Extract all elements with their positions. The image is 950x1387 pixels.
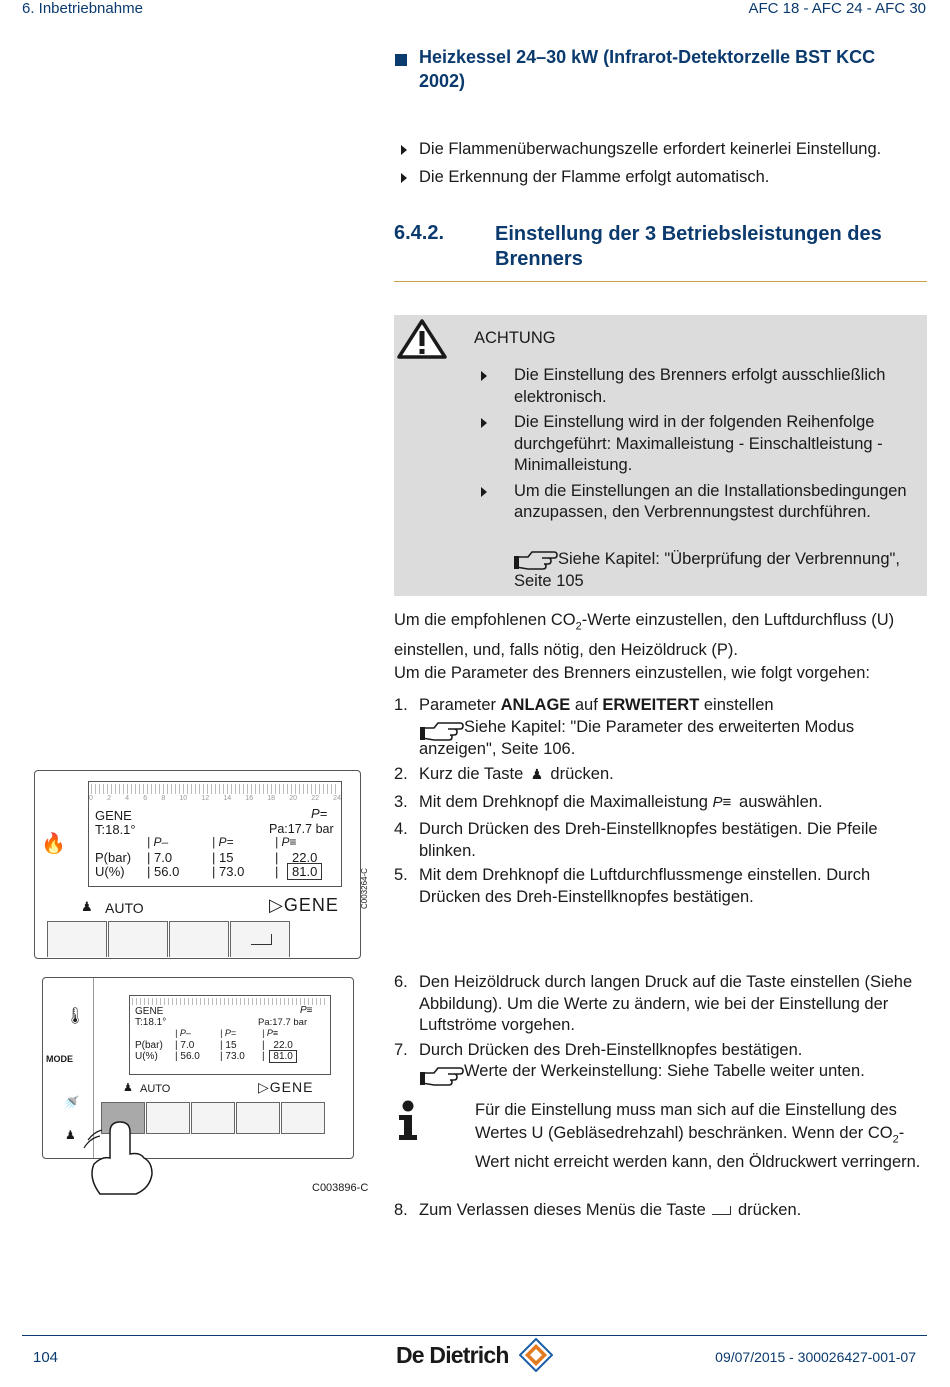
step-5-text: Mit dem Drehknopf die Luftdurchflussmenge einstellen. Durch Drücken des Dreh-Einstellknopfes bestätigen. xyxy=(419,866,871,906)
step-6-text: Den Heizöldruck durch langen Druck auf die Taste einstellen (Siehe Abbildung). Um die Werte zu ändern, wie bei der Einstellung der Luftströme vorgehen. xyxy=(419,973,913,1034)
step-text: Parameter xyxy=(419,696,501,714)
step-text: auf xyxy=(570,696,603,714)
info-sub: 2 xyxy=(892,1133,899,1146)
lcd-value: | 22.0 xyxy=(262,1040,293,1051)
triangle-bullet-icon xyxy=(481,418,487,428)
panel-button-3[interactable] xyxy=(169,921,229,957)
pressing-finger-icon xyxy=(80,1118,160,1196)
scale-label: 20 xyxy=(289,795,298,802)
header-chapter: 6. Inbetriebnahme xyxy=(22,0,143,17)
value-text: 22.0 xyxy=(292,850,318,865)
lcd-value: | 81.0 xyxy=(262,1051,297,1062)
lcd-temp: T:18.1° xyxy=(95,822,136,837)
return-button[interactable] xyxy=(230,921,290,957)
value-text: 73.0 xyxy=(219,864,245,879)
info-text-part: Für die Einstellung muss man sich auf die Einstellung des Wertes U (Gebläsedrehzahl) beschränken. Wenn der CO xyxy=(475,1101,897,1142)
scale-label: 4 xyxy=(125,795,130,802)
lcd-pa: Pa:17.7 bar xyxy=(258,1017,308,1028)
gene-big: ▷GENE xyxy=(269,895,339,915)
col-label: P= xyxy=(218,835,234,849)
lcd-p-label: P(bar) xyxy=(95,850,132,865)
lcd-pa: Pa:17.7 bar xyxy=(269,822,334,836)
info-text-part: -Wert nicht erreicht werden kann, den Öldruckwert verringern. xyxy=(475,1124,921,1172)
section-title: Heizkessel 24–30 kW (Infrarot-Detektorzelle BST KCC 2002) xyxy=(419,47,876,91)
max-power-icon: P≡ xyxy=(712,794,732,811)
heading-rule xyxy=(394,281,927,282)
tap-icon[interactable]: 🚿 xyxy=(63,1095,80,1110)
warning-list xyxy=(481,365,921,524)
mode-button[interactable]: MODE xyxy=(46,1054,73,1064)
list-item xyxy=(481,412,921,477)
lcd-value: | 56.0 xyxy=(147,864,180,879)
lcd-scale-labels xyxy=(89,795,341,802)
brand-logo: De Dietrich xyxy=(396,1342,509,1368)
col-label: P≡ xyxy=(266,1028,279,1038)
lcd-col: | P= xyxy=(220,1028,237,1038)
return-arrow-icon xyxy=(251,934,272,945)
para-text: -Werte einzustellen, den Luftdurchfluss (U) einstellen, und, falls nötig, den Heizöldruck (P). xyxy=(394,611,895,660)
para-text: Um die empfohlenen CO xyxy=(394,611,576,629)
person-key-icon: ♟ xyxy=(530,766,544,782)
subsection-number: 6.4.2. xyxy=(394,222,445,244)
paragraph-co2 xyxy=(394,608,919,662)
scale-label: 16 xyxy=(245,795,254,802)
value-text: 22.0 xyxy=(273,1040,293,1051)
lcd-value: | 73.0 xyxy=(220,1051,245,1062)
col-label: P– xyxy=(153,835,169,849)
scale-label: 22 xyxy=(311,795,319,802)
gene-big: ▷GENE xyxy=(258,1079,314,1095)
lcd-u-label: U(%) xyxy=(135,1051,158,1062)
lcd-pe: P≡ xyxy=(300,1005,313,1016)
auto-label: AUTO xyxy=(105,900,144,916)
step-4-text: Durch Drücken des Dreh-Einstellknopfes bestätigen. Die Pfeile blinken. xyxy=(419,820,878,860)
step-number: 7. xyxy=(394,1041,408,1059)
lcd-value: | 7.0 xyxy=(175,1040,195,1051)
step-number: 1. xyxy=(394,696,408,714)
panel-button-3[interactable] xyxy=(191,1102,235,1134)
value-text: 56.0 xyxy=(180,1051,200,1062)
step-text: drücken. xyxy=(733,1201,802,1219)
value-text: 15 xyxy=(225,1040,237,1051)
lcd-value: | 56.0 xyxy=(175,1051,200,1062)
value-text: 15 xyxy=(219,850,234,865)
intro-item-text: Die Erkennung der Flamme erfolgt automatisch. xyxy=(419,168,770,186)
step-7-ref: Werte der Werkeinstellung: Siehe Tabelle weiter unten. xyxy=(464,1062,865,1080)
thermometer-icon[interactable]: 🌡 xyxy=(65,1008,86,1025)
person-key-icon: ♟ xyxy=(81,899,93,914)
scale-label: 8 xyxy=(161,795,166,802)
lcd-pe: P= xyxy=(311,806,328,821)
warning-triangle-icon xyxy=(396,318,448,360)
lcd-col: | P≡ xyxy=(275,835,297,849)
person-key-icon: ♟ xyxy=(123,1082,133,1094)
lcd-value: | 22.0 xyxy=(275,850,318,865)
scale-label: 18 xyxy=(267,795,276,802)
paragraph-intro-steps: Um die Parameter des Brenners einzustellen, wie folgt vorgehen: xyxy=(394,664,870,682)
value-text: 7.0 xyxy=(180,1040,195,1051)
list-item xyxy=(481,481,921,524)
lcd-scale-bar xyxy=(91,784,337,794)
figure-2-code: C003896-C xyxy=(312,1182,369,1194)
triangle-bullet-icon xyxy=(401,145,407,155)
step-text: Kurz die Taste xyxy=(419,765,528,783)
pointing-hand-icon xyxy=(514,547,558,571)
lcd-gene: GENE xyxy=(95,808,132,823)
lcd-scale-bar xyxy=(132,998,328,1005)
step-number: 6. xyxy=(394,973,408,991)
step-8-text xyxy=(419,1200,919,1222)
step-text: auswählen. xyxy=(734,793,823,811)
subsection-title: Einstellung der 3 Betriebsleistungen des Brenners xyxy=(495,223,882,270)
step-number: 5. xyxy=(394,866,408,884)
warning-title: ACHTUNG xyxy=(474,329,556,347)
return-arrow-icon xyxy=(712,1206,731,1215)
lcd-display xyxy=(88,781,342,887)
footer-rule xyxy=(22,1335,927,1336)
step-1-text xyxy=(419,695,919,717)
warning-ref xyxy=(514,549,914,592)
lcd-temp: T:18.1° xyxy=(135,1017,167,1028)
square-bullet-icon xyxy=(395,54,407,66)
scale-label: 6 xyxy=(143,795,148,802)
value-text: 7.0 xyxy=(154,850,173,865)
scale-label: 0 xyxy=(89,795,93,802)
panel-button-2[interactable] xyxy=(108,921,168,957)
info-icon xyxy=(396,1100,420,1142)
triangle-bullet-icon xyxy=(481,487,487,497)
control-panel-figure-1 xyxy=(34,770,361,959)
lcd-value: | 73.0 xyxy=(212,864,245,879)
value-text: 81.0 xyxy=(287,863,322,880)
diamond-logo-icon xyxy=(519,1338,553,1372)
step-text: einstellen xyxy=(699,696,774,714)
auto-label: AUTO xyxy=(140,1083,171,1095)
value-text: 81.0 xyxy=(269,1050,296,1063)
lcd-col: | P≡ xyxy=(262,1028,279,1038)
lcd-display xyxy=(129,995,331,1075)
gene-big-text: GENE xyxy=(269,1079,314,1095)
scale-label: 12 xyxy=(201,795,210,802)
para-sub: 2 xyxy=(575,620,582,633)
lcd-gene: GENE xyxy=(135,1006,164,1017)
step-text: drücken. xyxy=(545,765,614,783)
col-label: P– xyxy=(179,1028,191,1038)
step-keyword: ANLAGE xyxy=(500,696,571,714)
panel-button-5[interactable] xyxy=(281,1102,325,1134)
step-number: 4. xyxy=(394,820,408,838)
warning-item-text: Die Einstellung des Brenners erfolgt ausschließlich elektronisch. xyxy=(514,366,886,406)
intro-item-text: Die Flammenüberwachungszelle erfordert keinerlei Einstellung. xyxy=(419,140,882,158)
lcd-col: | P– xyxy=(147,835,169,849)
scale-label: 24 xyxy=(333,795,341,802)
chimney-icon[interactable]: ♟ xyxy=(65,1128,76,1142)
value-text: 56.0 xyxy=(154,864,180,879)
step-text: Mit dem Drehknopf die Maximalleistung xyxy=(419,793,713,811)
step-3-text xyxy=(419,792,919,814)
col-label: P≡ xyxy=(281,835,297,849)
lcd-p-label: P(bar) xyxy=(135,1040,163,1051)
panel-button-4[interactable] xyxy=(236,1102,280,1134)
lcd-value: | 15 xyxy=(212,850,234,865)
pointing-hand-icon xyxy=(420,1063,464,1087)
doc-reference: 09/07/2015 - 300026427-001-07 xyxy=(715,1349,916,1365)
step-number: 8. xyxy=(394,1201,408,1219)
step-number: 2. xyxy=(394,765,408,783)
step-1-ref: Siehe Kapitel: "Die Parameter des erweiterten Modus anzeigen", Seite 106. xyxy=(419,718,855,758)
step-keyword: ERWEITERT xyxy=(602,696,700,714)
warning-item-text: Um die Einstellungen an die Installationsbedingungen anzupassen, den Verbrennungstest durchführen. xyxy=(514,481,907,521)
value-text: 73.0 xyxy=(225,1051,245,1062)
warning-ref-text: Siehe Kapitel: "Überprüfung der Verbrennung", Seite 105 xyxy=(514,550,900,590)
info-text xyxy=(475,1099,930,1174)
triangle-bullet-icon xyxy=(401,173,407,183)
flame-icon: 🔥 xyxy=(41,833,66,855)
figure-1-code: C003264-C xyxy=(360,868,369,909)
col-label: P= xyxy=(224,1028,237,1038)
header-model: AFC 18 - AFC 24 - AFC 30 xyxy=(748,0,926,17)
lcd-u-label: U(%) xyxy=(95,864,125,879)
scale-label: 14 xyxy=(223,795,232,802)
page-number: 104 xyxy=(33,1349,59,1366)
warning-item-text: Die Einstellung wird in der folgenden Reihenfolge durchgeführt: Maximalleistung - Einschaltleistung - Minimalleistung. xyxy=(514,413,883,474)
gene-big-text: GENE xyxy=(283,895,339,915)
step-2-text xyxy=(419,764,919,786)
lcd-value: | 7.0 xyxy=(147,850,173,865)
lcd-col: | P– xyxy=(175,1028,191,1038)
lcd-value: | 81.0 xyxy=(275,864,322,879)
lcd-col: | P= xyxy=(212,835,234,849)
step-text: Zum Verlassen dieses Menüs die Taste xyxy=(419,1201,711,1219)
list-item xyxy=(481,365,921,408)
step-number: 3. xyxy=(394,793,408,811)
step-7-text: Durch Drücken des Dreh-Einstellknopfes bestätigen. xyxy=(419,1041,803,1059)
panel-button-1[interactable] xyxy=(47,921,107,957)
scale-label: 2 xyxy=(107,795,111,802)
scale-label: 10 xyxy=(179,795,188,802)
triangle-bullet-icon xyxy=(481,371,487,381)
lcd-value: | 15 xyxy=(220,1040,237,1051)
